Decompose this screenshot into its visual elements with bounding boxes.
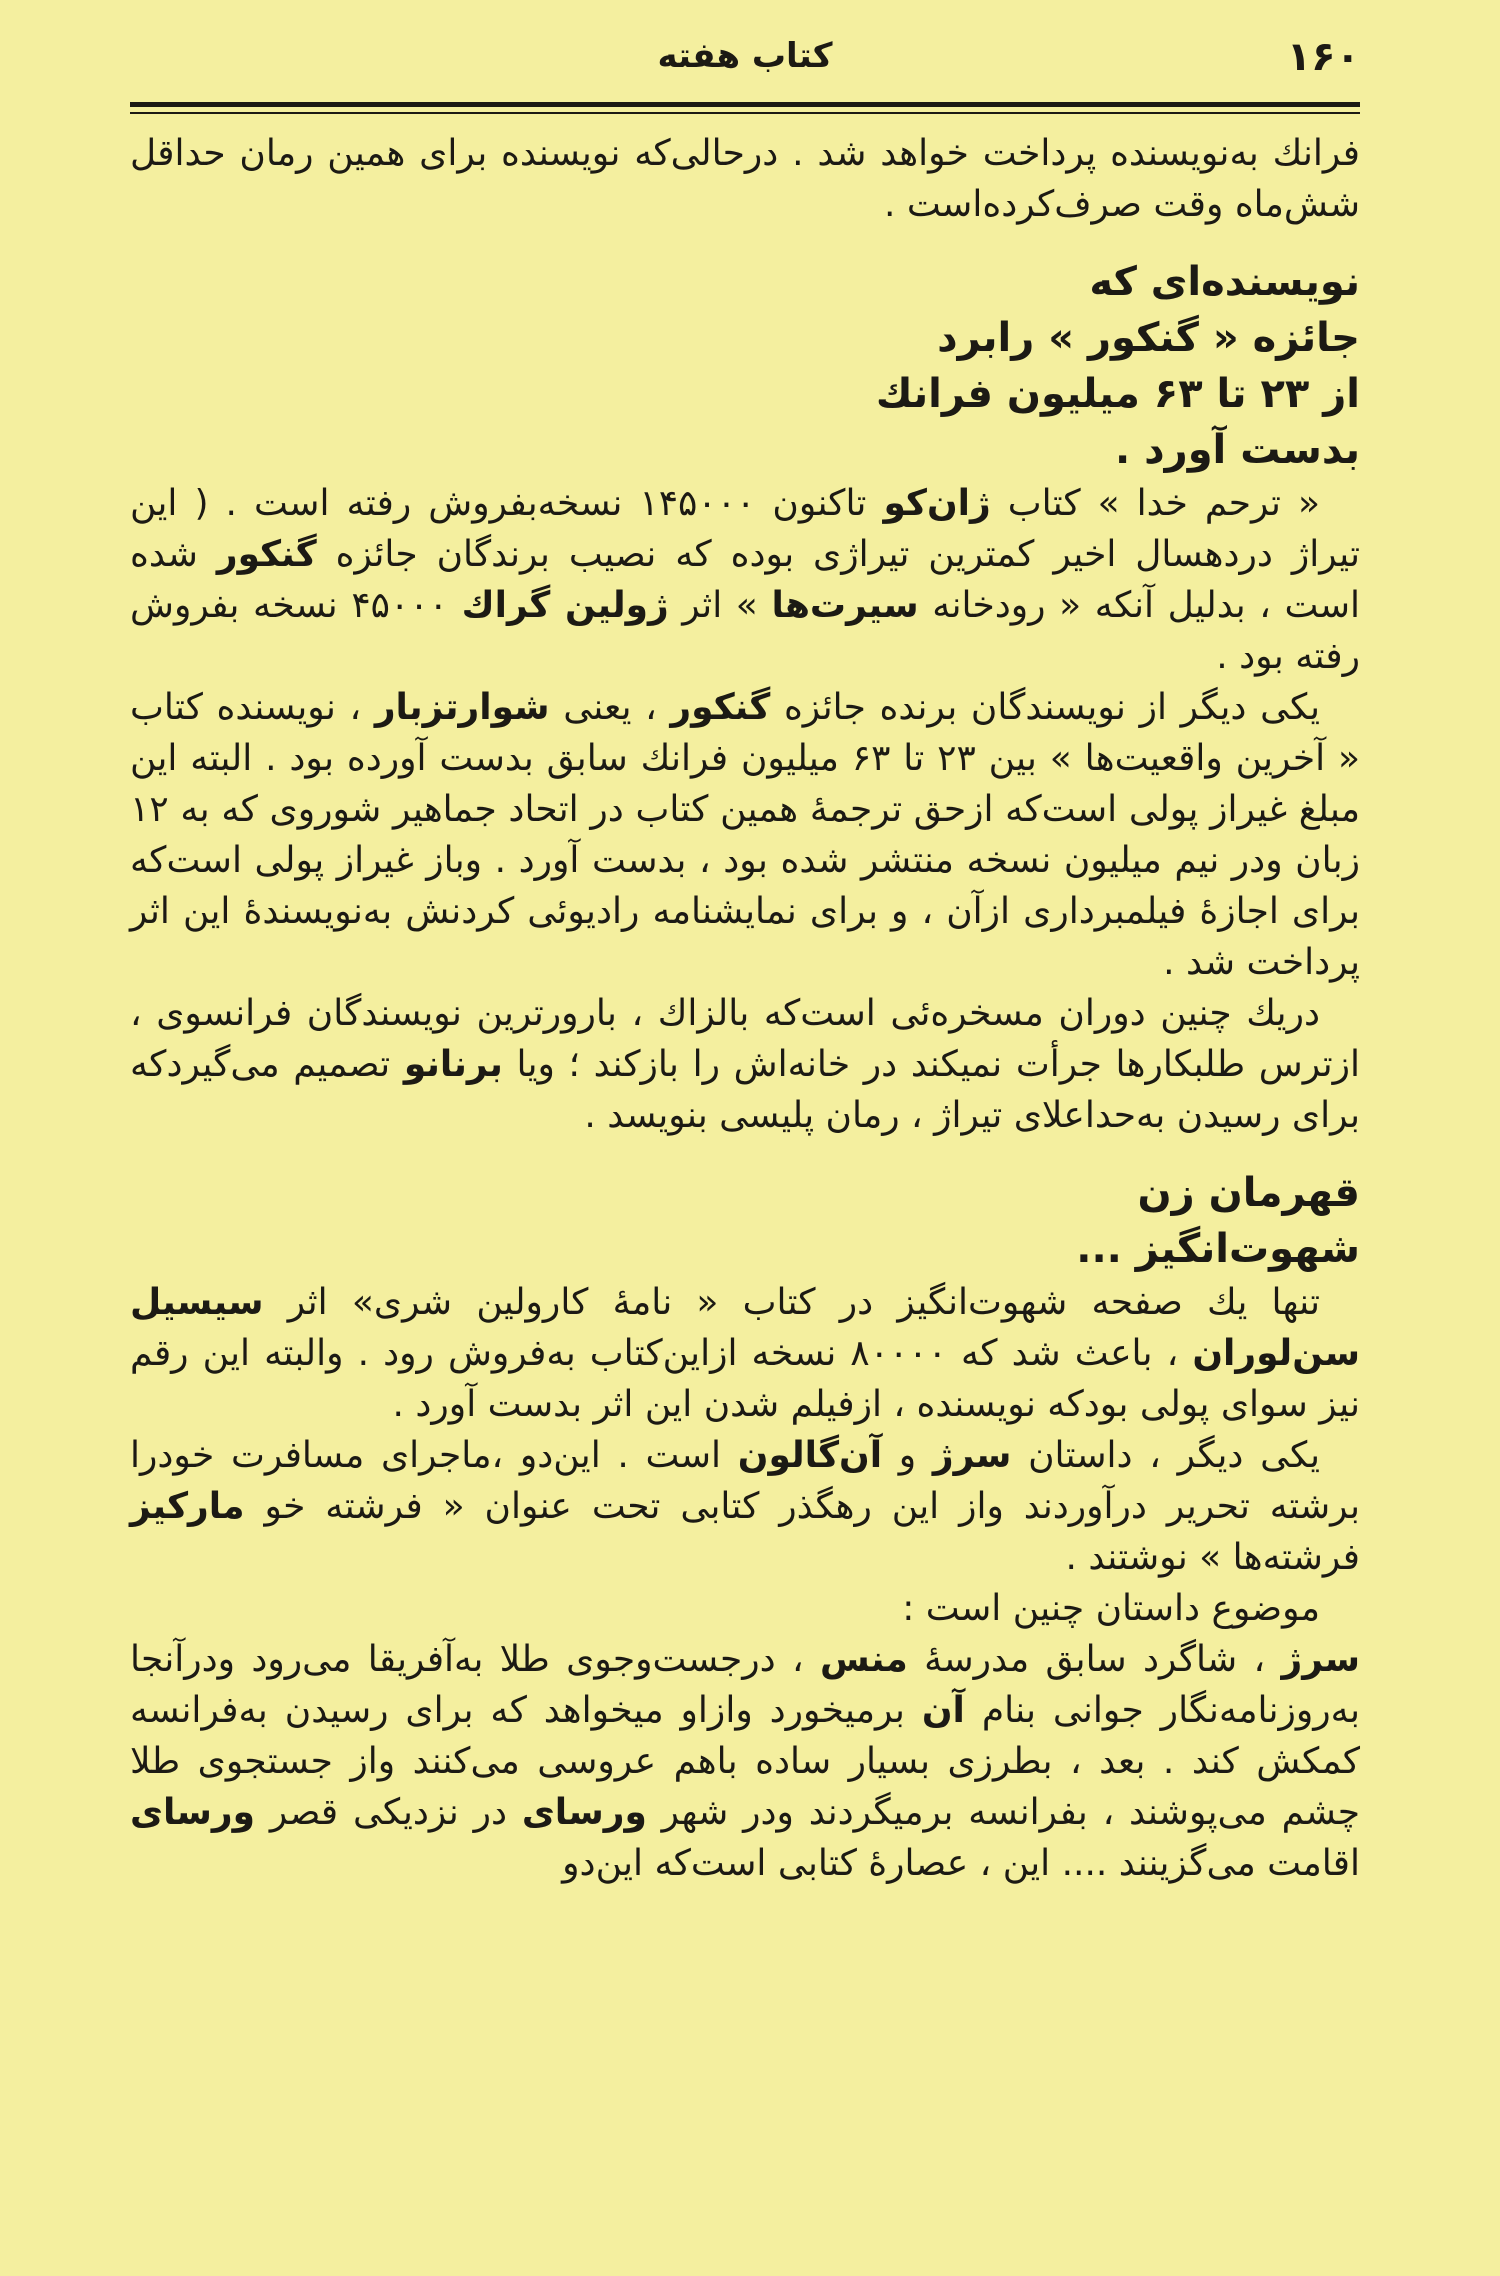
p4-text-1: دریك چنین دوران مسخره‌ئی است‌که بالزاك ، بارورترین نویسندگان فرانسوی ، ازترس طلبکارها جرأت نمیکند در خانه‌اش را بازکند ؛ ویا xyxy=(130,993,1360,1085)
p4-bold-1: برنانو xyxy=(403,1044,503,1085)
p2-text-5: ۴۵۰۰۰ نسخه بفروش رفته بود . xyxy=(130,585,1360,677)
p8-bold-4: ورسای xyxy=(521,1792,647,1833)
p4-text-2: تصمیم می‌گیردکه برای رسیدن به‌حداعلای تیراژ ، رمان پلیسی بنویسد . xyxy=(130,1044,1360,1136)
paragraph-4 xyxy=(130,988,1360,1141)
paragraph-5 xyxy=(130,1277,1360,1430)
paragraph-7: موضوع داستان چنین است : xyxy=(902,1588,1320,1629)
p5-bold-1: سیسیل سن‌لوران xyxy=(130,1282,1360,1374)
p2-text-2: تاکنون ۱۴۵۰۰۰ نسخه‌بفروش رفته است . ( این تیراژ دردهسال اخیر کمترین تیراژی بوده که نصیب برندگان جائزه xyxy=(130,483,1360,575)
p2-text-3: شده است ، بدلیل آنکه « رودخانه xyxy=(130,534,1360,626)
p2-bold-3: سیرت‌ها xyxy=(771,585,919,626)
heading-2-line-1: قهرمان زن xyxy=(1137,1170,1360,1216)
p2-bold-1: ژان‌کو xyxy=(883,483,991,524)
p8-text-4: در نزدیکی قصر xyxy=(255,1792,522,1833)
paragraph-3 xyxy=(130,682,1360,988)
heading-1-line-2: جائزه « گنکور » رابرد xyxy=(937,315,1360,361)
paragraph-1: فرانك به‌نویسنده پرداخت خواهد شد . درحالی‌که نویسنده برای همین رمان حداقل شش‌ماه وقت صرف‌کرده‌است . xyxy=(130,133,1360,225)
p6-bold-2: آن‌گالون xyxy=(737,1435,883,1476)
p8-text-2: ، درجست‌وجوی طلا به‌آفریقا می‌رود ودرآنجا به‌روزنامه‌نگار جوانی بنام xyxy=(130,1639,1360,1731)
p3-text-3: ، نویسنده کتاب « آخرین واقعیت‌ها » بین ۲۳ تا ۶۳ میلیون فرانك سابق بدست آورده بود . البته این مبلغ غیراز پولی است‌که ازحق ترجمهٔ همین کتاب در اتحاد جماهیر شوروی که به ۱۲ زبان ودر نیم میلیون نسخه منتشر شده بود ، بدست آورد . وباز غیراز پولی است‌که برای اجازهٔ فیلمبرداری ازآن ، و برای نمایشنامه رادیوئی کردنش به‌نویسندهٔ این اثر پرداخت شد . xyxy=(130,687,1360,983)
section-heading-1 xyxy=(130,254,1360,478)
section-heading-2 xyxy=(130,1165,1360,1277)
p2-text-1: « ترحم خدا » کتاب xyxy=(990,483,1320,524)
heading-1-line-4: بدست آورد . xyxy=(1115,427,1360,473)
p6-text-2: و xyxy=(882,1435,933,1476)
heading-1-line-1: نویسنده‌ای که xyxy=(1089,259,1360,305)
p6-text-3: است . این‌دو ،ماجرای مسافرت خودرا برشته تحریر درآوردند واز این رهگذر کتابی تحت عنوان « فرشته خو xyxy=(130,1435,1360,1527)
p2-bold-2: گنکور xyxy=(216,534,317,575)
p6-bold-3: مارکیز xyxy=(130,1486,245,1527)
p5-text-2: ، باعث شد که ۸۰۰۰۰ نسخه ازاین‌کتاب به‌فروش رود . والبته این رقم نیز سوای پولی بودکه نویسنده ، ازفیلم شدن این اثر بدست آورد . xyxy=(130,1333,1360,1425)
running-title: کتاب هفته xyxy=(657,36,833,76)
p6-bold-1: سرژ xyxy=(932,1435,1012,1476)
heading-1-line-3: از ۲۳ تا ۶۳ میلیون فرانك xyxy=(875,371,1360,417)
p3-bold-1: گنکور xyxy=(670,687,771,728)
p8-bold-2: منس xyxy=(819,1639,908,1680)
p8-text-1: ، شاگرد سابق مدرسهٔ xyxy=(907,1639,1282,1680)
heading-2-line-2: شهوت‌انگیز ... xyxy=(1076,1226,1360,1272)
header-rule-thin xyxy=(130,112,1360,114)
p6-text-1: یکی دیگر ، داستان xyxy=(1011,1435,1320,1476)
p8-bold-5: ورسای xyxy=(130,1792,256,1833)
p3-text-1: یکی دیگر از نویسندگان برنده جائزه xyxy=(770,687,1320,728)
p3-bold-2: شوارتزبار xyxy=(374,687,550,728)
p8-bold-1: سرژ xyxy=(1281,1639,1360,1680)
page-number: ۱۶۰ xyxy=(1286,34,1360,80)
paragraph-8 xyxy=(130,1634,1360,1889)
page-header xyxy=(130,28,1360,88)
p2-bold-4: ژولین گراك xyxy=(461,585,669,626)
paragraph-2 xyxy=(130,478,1360,682)
p2-text-4: » اثر xyxy=(668,585,772,626)
p8-bold-3: آن xyxy=(921,1690,965,1731)
p8-text-3: برمیخورد وازاو میخواهد که برای رسیدن به‌فرانسه کمکش کند . بعد ، بطرزی بسیار ساده باهم عروسی می‌کنند واز جستجوی طلا چشم می‌پوشند ، بفرانسه برمیگردند ودر شهر xyxy=(130,1690,1360,1833)
p6-text-4: فرشته‌ها » نوشتند . xyxy=(1065,1537,1360,1578)
p3-text-2: ، یعنی xyxy=(549,687,671,728)
p8-text-5: اقامت می‌گزینند .... این ، عصارهٔ کتابی است‌که این‌دو xyxy=(562,1843,1360,1884)
header-rule-thick xyxy=(130,102,1360,107)
paragraph-6 xyxy=(130,1430,1360,1583)
p5-text-1: تنها یك صفحه شهوت‌انگیز در کتاب « نامهٔ کارولین شری» اثر xyxy=(263,1282,1320,1323)
